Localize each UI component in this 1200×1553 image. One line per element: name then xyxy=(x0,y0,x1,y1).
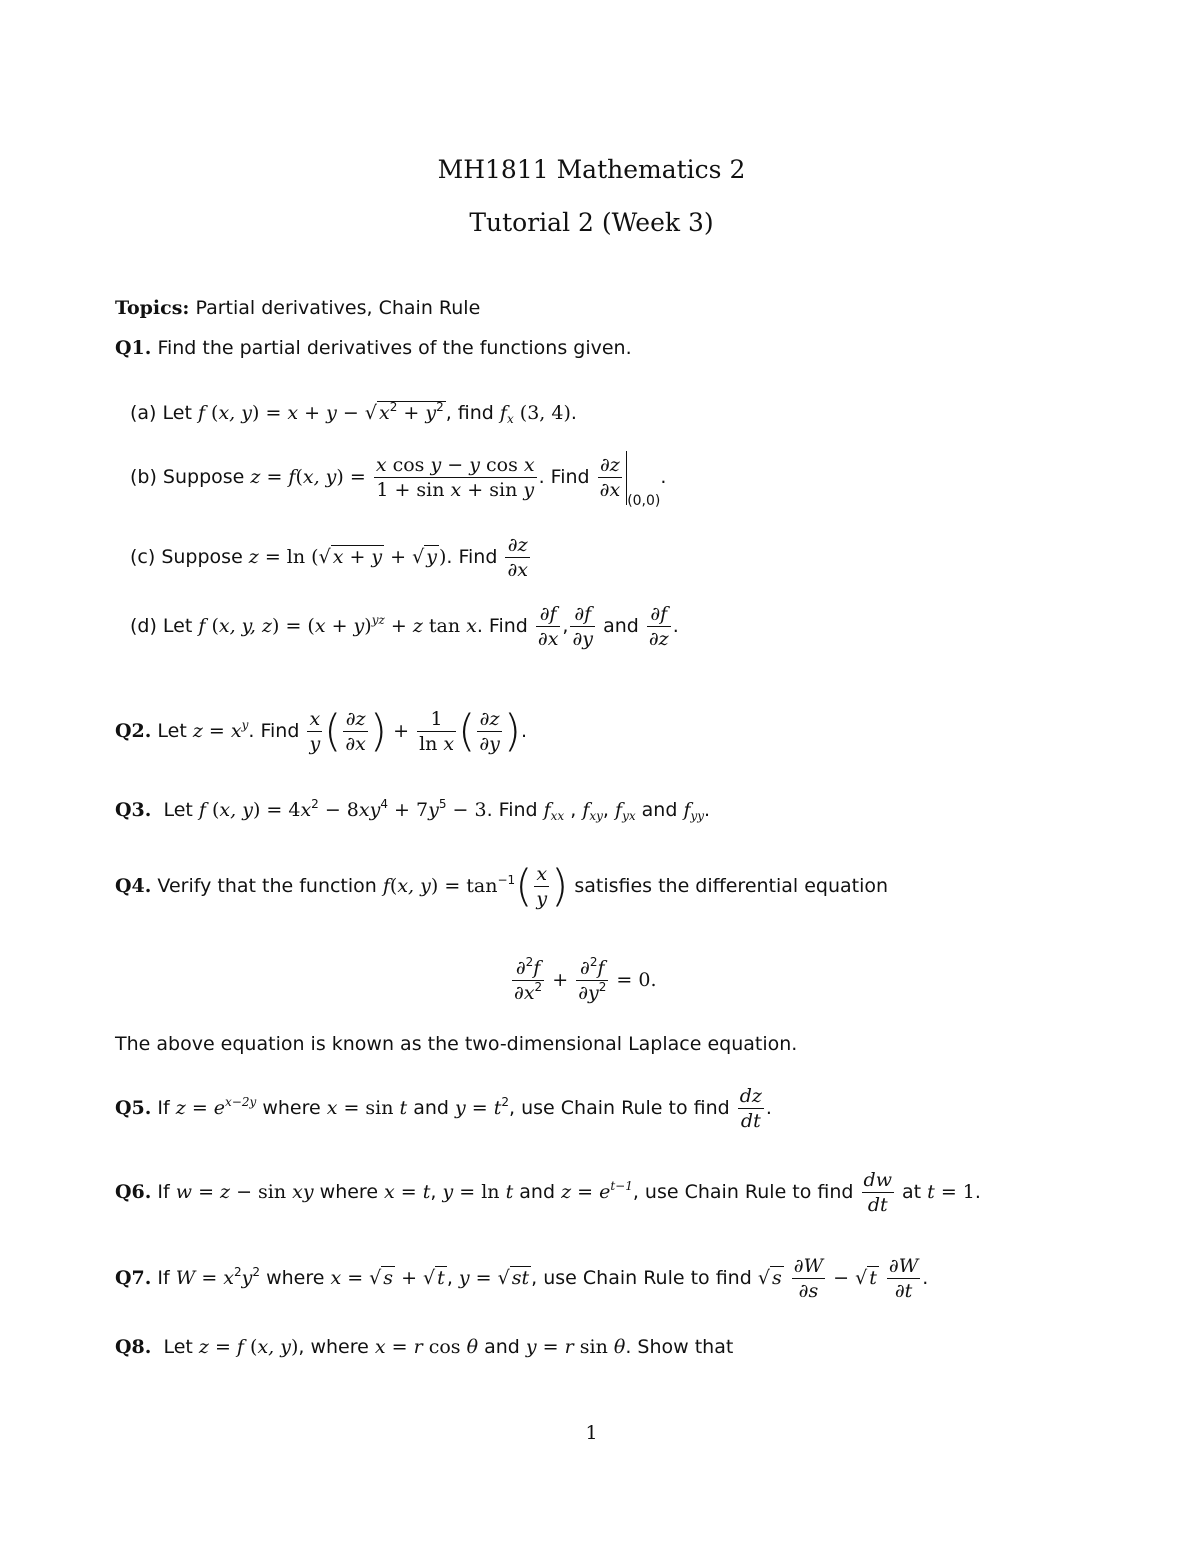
q5-label: Q5. xyxy=(115,1097,152,1119)
q1c-label: (c) xyxy=(130,546,156,568)
q1-text: Find the partial derivatives of the functions given. xyxy=(157,337,632,359)
q2: Q2. Let $z = x^y$. Find $\frac{x}{y}$ ( $\frac{\partial z}{\partial x}$ ) + $\frac{1}{\text{ln x}}$ ( $\frac{\partial z}{\partial y}$ ). xyxy=(115,705,528,757)
q7: Q7. If $W = x^2y^2$ where x = √ s + √ t , y = √ st , use Chain Rule to find √ s $\frac{\partial W}{\partial s}$ − √ t $\frac{\partial W}{\partial t}$ . xyxy=(115,1255,929,1302)
q3: Q3. Let f (x, $y) = 4x^2 - 8xy^4 + 7y^5 - 3$. Find $f_{xx}$ , $f_{xy}$, $f_{yx}$ and $f_{yy}$. xyxy=(115,797,711,823)
q6: Q6. If w = z − sin xy where x = t, y = ln t and $z = e^{t-1}$, use Chain Rule to find $\frac{dw}{dt}$ at t = 1. xyxy=(115,1169,981,1216)
q2-label: Q2. xyxy=(115,720,152,742)
q1c: (c) Suppose z = ln (√ x + y + √ y ). Find $\frac{\partial z}{\partial x}$ xyxy=(130,534,528,581)
q7-label: Q7. xyxy=(115,1267,152,1289)
topics-label: Topics: xyxy=(115,297,190,319)
q3-label: Q3. xyxy=(115,799,152,821)
q5: Q5. If $z = e^{x-2y}$ where x = sin t and $y = t^2$, use Chain Rule to find $\frac{dz}{dt}$ . xyxy=(115,1085,772,1132)
q8: Q8. Let z = f (x, y), where x = r cos θ and y = r sin θ. Show that xyxy=(115,1336,734,1358)
tutorial-title: Tutorial 2 (Week 3) xyxy=(469,208,714,237)
q1a: (a) Let f (x, y) = x + y − √ $x^2 + y^2$ , find $f_x$ (3, 4). xyxy=(130,400,577,426)
q1b: (b) Suppose z = f(x, y) = $\frac{\text{x cos y − y cos x}}{\text{1 + sin x + sin y}}$ . Find $\frac{\partial z}{\partial x}$ $_{(0,0)}$. xyxy=(130,447,666,531)
q6-label: Q6. xyxy=(115,1181,152,1203)
q1b-eval-point: (0,0) xyxy=(627,493,661,509)
q1d-label: (d) xyxy=(130,615,157,637)
q4-label: Q4. xyxy=(115,875,152,897)
q1-heading xyxy=(115,336,632,360)
q1b-label: (b) xyxy=(130,466,157,488)
laplace-equation: $\frac{\partial^2f}{\partial x^2}$ + $\frac{\partial^2f}{\partial y^2}$ = 0. xyxy=(514,955,657,1004)
q1-label: Q1. xyxy=(115,337,152,359)
course-title: MH1811 Mathematics 2 xyxy=(437,155,746,184)
q1d: (d) Let f (x, y, $z) = (x + y)^{yz} + z$ tan x. Find $\frac{\partial f}{\partial x}$ , $\frac{\partial f}{\partial y}$ and $\frac{\partial f}{\partial z}$ . xyxy=(130,603,679,650)
page-number: 1 xyxy=(585,1422,598,1444)
q1a-label: (a) xyxy=(130,402,157,424)
q8-label: Q8. xyxy=(115,1336,152,1358)
q1b-fraction: $\frac{\text{x cos y − y cos x}}{\text{1 + sin x + sin y}}$ xyxy=(375,454,535,501)
topics-text: Partial derivatives, Chain Rule xyxy=(195,297,481,319)
q4: Q4. Verify that the function f(x, $y) = \tan^{-1}$( $\frac{x}{y}$ ) satisfies the differential equation xyxy=(115,860,889,912)
q4-note: The above equation is known as the two-dimensional Laplace equation. xyxy=(115,1033,798,1055)
topics-line xyxy=(115,296,480,320)
